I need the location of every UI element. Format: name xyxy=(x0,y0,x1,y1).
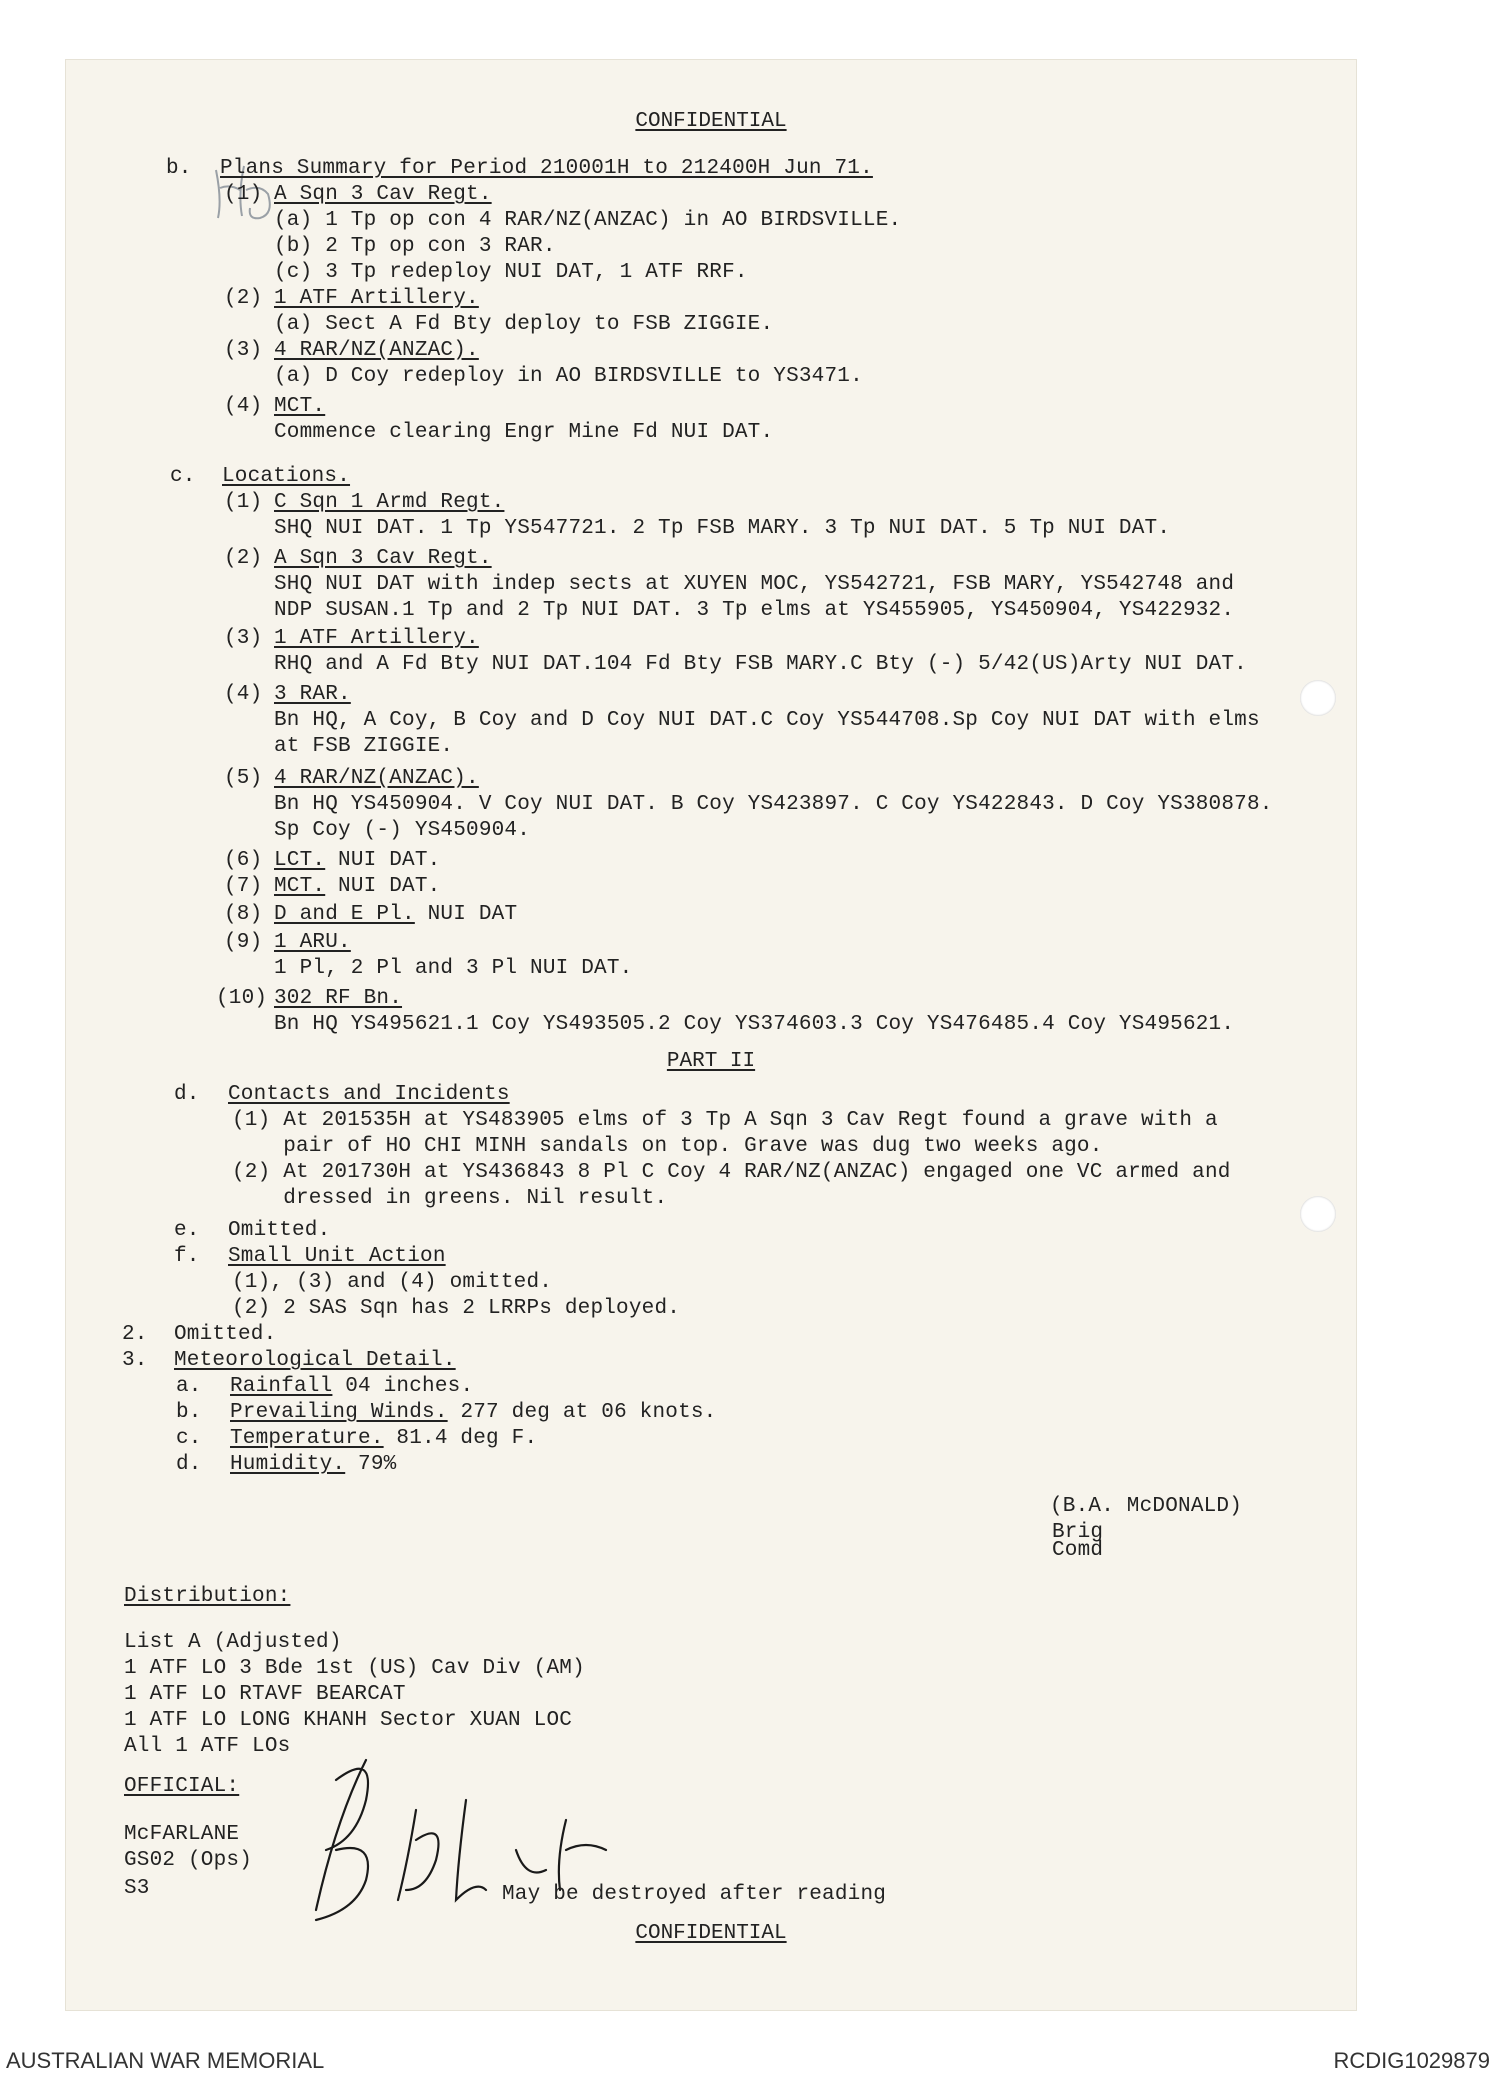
plan-item-line: (a) 1 Tp op con 4 RAR/NZ(ANZAC) in AO BIRDSVILLE. xyxy=(274,209,902,232)
official-line: GS02 (Ops) xyxy=(124,1849,253,1872)
location-number: (3) xyxy=(224,627,263,650)
location-line: SHQ NUI DAT with indep sects at XUYEN MOC, YS542721, FSB MARY, YS542748 and xyxy=(274,573,1235,596)
incident-line: (1) At 201535H at YS483905 elms of 3 Tp A Sqn 3 Cav Regt found a grave with a xyxy=(232,1109,1218,1132)
plan-item-number: (4) xyxy=(224,395,263,418)
location-unit: MCT. xyxy=(274,875,326,898)
plan-item-title: 4 RAR/NZ(ANZAC). xyxy=(274,339,479,362)
met-item-value: 04 inches. xyxy=(332,1375,474,1398)
location-unit: 3 RAR. xyxy=(274,683,351,706)
signatory-name: (B.A. McDONALD) xyxy=(1050,1495,1243,1518)
location-number: (1) xyxy=(224,491,263,514)
location-number: (7) xyxy=(224,875,263,898)
met-item-label: Rainfall xyxy=(230,1375,333,1398)
destroy-note: May be destroyed after reading xyxy=(502,1883,887,1906)
location-unit: D and E Pl. xyxy=(274,903,415,926)
location-line: Bn HQ YS495621.1 Coy YS493505.2 Coy YS374603.3 Coy YS476485.4 Coy YS495621. xyxy=(274,1013,1235,1036)
distribution-title: Distribution: xyxy=(124,1585,291,1608)
footer-classification: CONFIDENTIAL xyxy=(635,1922,787,1945)
location-number: (9) xyxy=(224,931,263,954)
section-c-letter: c. xyxy=(170,465,196,488)
location-line: at FSB ZIGGIE. xyxy=(274,735,454,758)
distribution-line: 1 ATF LO RTAVF BEARCAT xyxy=(124,1683,406,1706)
section-e-letter: e. xyxy=(174,1219,200,1242)
plan-item-line: Commence clearing Engr Mine Fd NUI DAT. xyxy=(274,421,774,444)
distribution-line: List A (Adjusted) xyxy=(124,1631,342,1654)
plan-item-number: (1) xyxy=(224,183,263,206)
location-entry xyxy=(274,848,440,874)
location-entry xyxy=(274,902,517,928)
paragraph-2-text: Omitted. xyxy=(174,1323,277,1346)
met-item-letter: d. xyxy=(176,1453,202,1476)
part-heading: PART II xyxy=(666,1050,756,1073)
incident-line: dressed in greens. Nil result. xyxy=(232,1187,668,1210)
distribution-line: 1 ATF LO LONG KHANH Sector XUAN LOC xyxy=(124,1709,573,1732)
met-item-value: 79% xyxy=(345,1453,397,1476)
plan-item-line: (a) Sect A Fd Bty deploy to FSB ZIGGIE. xyxy=(274,313,774,336)
met-item xyxy=(230,1400,716,1426)
official-title: OFFICIAL: xyxy=(124,1775,240,1798)
handwritten-signature xyxy=(266,1740,626,1940)
archive-id: RCDIG1029879 xyxy=(1333,2048,1490,2073)
plan-item-title: MCT. xyxy=(274,395,326,418)
met-item xyxy=(230,1374,473,1400)
met-item xyxy=(230,1452,396,1478)
incident-line: pair of HO CHI MINH sandals on top. Grave was dug two weeks ago. xyxy=(232,1135,1103,1158)
location-number: (6) xyxy=(224,849,263,872)
location-line: NDP SUSAN.1 Tp and 2 Tp NUI DAT. 3 Tp elms at YS455905, YS450904, YS422932. xyxy=(274,599,1235,622)
document-page xyxy=(66,60,1356,2010)
distribution-line: 1 ATF LO 3 Bde 1st (US) Cav Div (AM) xyxy=(124,1657,585,1680)
location-entry xyxy=(274,874,440,900)
location-line: Sp Coy (-) YS450904. xyxy=(274,819,531,842)
plan-item-title: A Sqn 3 Cav Regt. xyxy=(274,183,492,206)
paragraph-2-number: 2. xyxy=(122,1323,148,1346)
met-item-label: Humidity. xyxy=(230,1453,346,1476)
met-item-letter: a. xyxy=(176,1375,202,1398)
plan-item-line: (b) 2 Tp op con 3 RAR. xyxy=(274,235,556,258)
distribution-line: All 1 ATF LOs xyxy=(124,1735,291,1758)
location-number: (4) xyxy=(224,683,263,706)
section-c-title: Locations. xyxy=(222,465,351,488)
section-b-letter: b. xyxy=(166,157,192,180)
unit-action-line: (1), (3) and (4) omitted. xyxy=(232,1271,553,1294)
section-d-title: Contacts and Incidents xyxy=(228,1083,510,1106)
punch-hole-top xyxy=(1300,680,1336,716)
paragraph-3-number: 3. xyxy=(122,1349,148,1372)
plan-item-number: (3) xyxy=(224,339,263,362)
met-item-letter: b. xyxy=(176,1401,202,1424)
met-item-letter: c. xyxy=(176,1427,202,1450)
plan-item-line: (a) D Coy redeploy in AO BIRDSVILLE to YS3471. xyxy=(274,365,863,388)
archive-source: AUSTRALIAN WAR MEMORIAL xyxy=(6,2048,325,2073)
paragraph-3-title: Meteorological Detail. xyxy=(174,1349,456,1372)
signatory-rank: Brig xyxy=(1052,1521,1104,1544)
location-place: NUI DAT xyxy=(414,903,518,926)
punch-hole-bottom xyxy=(1300,1196,1336,1232)
met-item-label: Prevailing Winds. xyxy=(230,1401,448,1424)
official-line: McFARLANE xyxy=(124,1823,240,1846)
section-f-title: Small Unit Action xyxy=(228,1245,446,1268)
location-number: (8) xyxy=(224,903,263,926)
section-e-text: Omitted. xyxy=(228,1219,331,1242)
location-unit: 1 ARU. xyxy=(274,931,351,954)
header-classification: CONFIDENTIAL xyxy=(635,110,787,133)
location-unit: 302 RF Bn. xyxy=(274,987,403,1010)
location-unit: A Sqn 3 Cav Regt. xyxy=(274,547,492,570)
location-place: NUI DAT. xyxy=(325,875,441,898)
location-unit: LCT. xyxy=(274,849,326,872)
section-b-title: Plans Summary for Period 210001H to 212400H Jun 71. xyxy=(220,157,873,180)
section-d-letter: d. xyxy=(174,1083,200,1106)
location-unit: 4 RAR/NZ(ANZAC). xyxy=(274,767,479,790)
location-line: 1 Pl, 2 Pl and 3 Pl NUI DAT. xyxy=(274,957,633,980)
location-number: (2) xyxy=(224,547,263,570)
plan-item-title: 1 ATF Artillery. xyxy=(274,287,479,310)
location-number: (5) xyxy=(224,767,263,790)
met-item-value: 81.4 deg F. xyxy=(383,1427,538,1450)
official-line: S3 xyxy=(124,1877,150,1900)
location-line: SHQ NUI DAT. 1 Tp YS547721. 2 Tp FSB MARY. 3 Tp NUI DAT. 5 Tp NUI DAT. xyxy=(274,517,1171,540)
plan-item-line: (c) 3 Tp redeploy NUI DAT, 1 ATF RRF. xyxy=(274,261,748,284)
location-number: (10) xyxy=(216,987,268,1010)
incident-line: (2) At 201730H at YS436843 8 Pl C Coy 4 RAR/NZ(ANZAC) engaged one VC armed and xyxy=(232,1161,1231,1184)
location-line: Bn HQ, A Coy, B Coy and D Coy NUI DAT.C Coy YS544708.Sp Coy NUI DAT with elms xyxy=(274,709,1260,732)
unit-action-line: (2) 2 SAS Sqn has 2 LRRPs deployed. xyxy=(232,1297,681,1320)
location-place: NUI DAT. xyxy=(325,849,441,872)
section-f-letter: f. xyxy=(174,1245,200,1268)
met-item xyxy=(230,1426,537,1452)
location-unit: 1 ATF Artillery. xyxy=(274,627,479,650)
met-item-label: Temperature. xyxy=(230,1427,384,1450)
plan-item-number: (2) xyxy=(224,287,263,310)
location-unit: C Sqn 1 Armd Regt. xyxy=(274,491,505,514)
met-item-value: 277 deg at 06 knots. xyxy=(447,1401,717,1424)
signatory-appointment: Comd xyxy=(1052,1539,1104,1562)
location-line: RHQ and A Fd Bty NUI DAT.104 Fd Bty FSB MARY.C Bty (-) 5/42(US)Arty NUI DAT. xyxy=(274,653,1247,676)
location-line: Bn HQ YS450904. V Coy NUI DAT. B Coy YS423897. C Coy YS422843. D Coy YS380878. xyxy=(274,793,1273,816)
